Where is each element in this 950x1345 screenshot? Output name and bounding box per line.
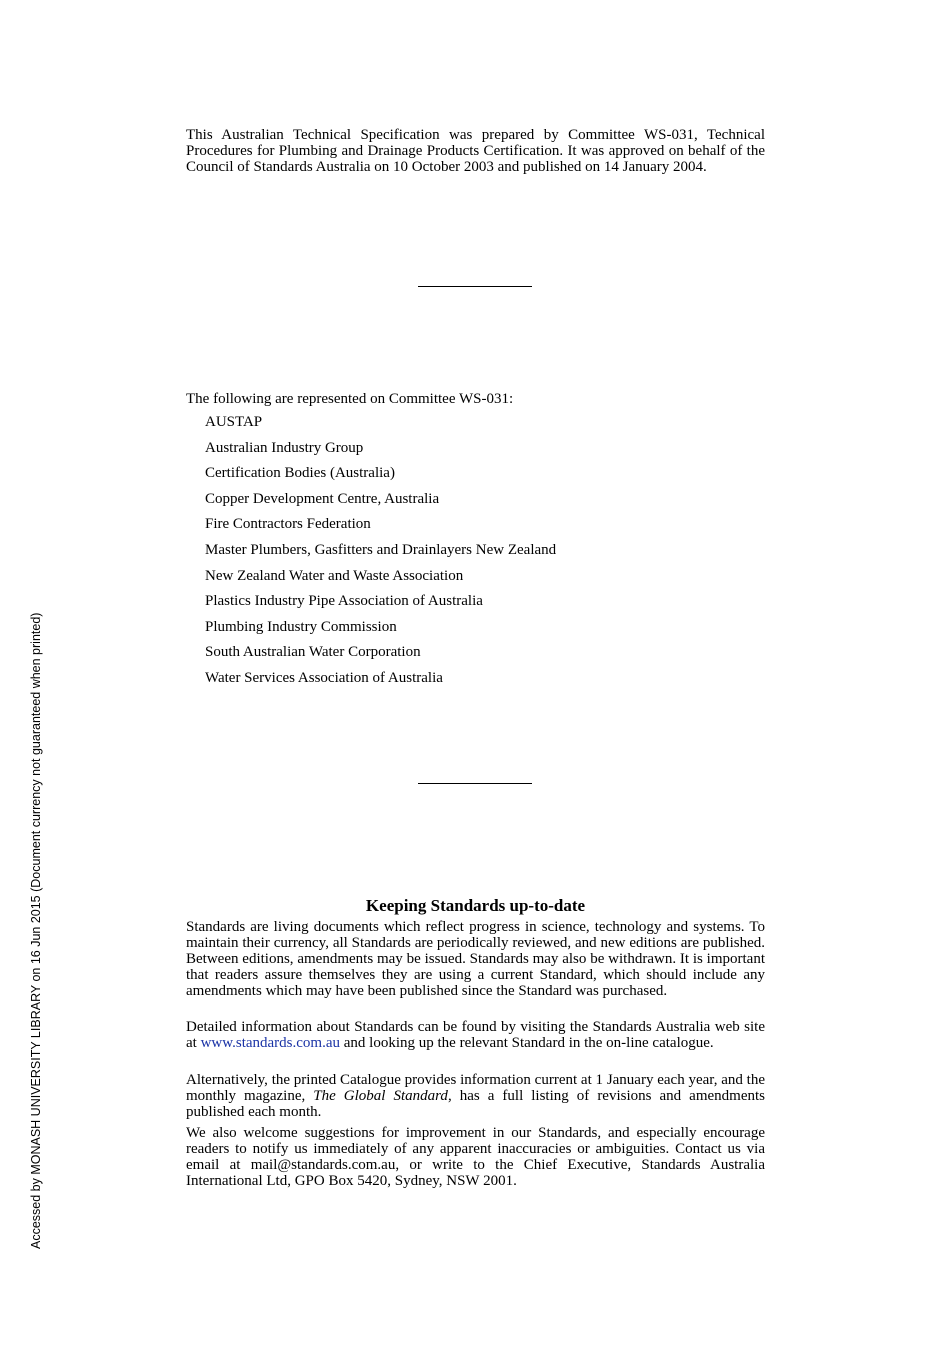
standards-website-link[interactable]: www.standards.com.au (200, 1035, 340, 1051)
list-item: Plumbing Industry Commission (205, 618, 397, 635)
section-divider-bottom (418, 783, 532, 784)
list-item: Water Services Association of Australia (205, 669, 443, 686)
list-item: Australian Industry Group (205, 439, 364, 456)
keeping-standards-heading: Keeping Standards up-to-date (365, 896, 586, 915)
paragraph-text: and looking up the relevant Standard in the on-line catalogue. (340, 1035, 714, 1051)
list-item: Fire Contractors Federation (205, 516, 371, 533)
list-item: AUSTAP (205, 414, 263, 430)
keeping-paragraph-3 (186, 1072, 765, 1120)
paragraph-text: Detailed information about Standards can be found by visiting the Standards Australia web site at (186, 1019, 765, 1051)
committee-intro: The following are represented on Committee WS-031: (186, 391, 514, 407)
list-item: Plastics Industry Pipe Association of Australia (205, 593, 483, 610)
committee-member-list (205, 411, 556, 693)
section-divider-top (418, 286, 532, 287)
keeping-paragraph-1: Standards are living documents which reflect progress in science, technology and systems. To maintain their currency, all Standards are periodically reviewed, and new editions are published. Between editions, amendments may be issued. Standards may also be withdrawn. It is important that readers assure themselves they are using a current Standard, which should include any amendments which may have been published since the Standard was purchased. (186, 919, 765, 999)
list-item: South Australian Water Corporation (205, 644, 421, 661)
list-item: New Zealand Water and Waste Association (205, 567, 464, 584)
paragraph-text: , has a full listing of revisions and amendments published each month. (186, 1088, 765, 1120)
magazine-title: The Global Standard (313, 1088, 448, 1104)
keeping-paragraph-4: We also welcome suggestions for improvement in our Standards, and especially encourage readers to notify us immediately of any apparent inaccuracies or ambiguities. Contact us via email at mail@standards.com.au, or write to the Chief Executive, Standards Australia International Ltd, GPO Box 5420, Sydney, NSW 2001. (186, 1125, 765, 1189)
list-item: Master Plumbers, Gasfitters and Drainlayers New Zealand (205, 541, 557, 558)
paragraph-text: Alternatively, the printed Catalogue provides information current at 1 January each year, and the monthly magazine, (186, 1072, 765, 1104)
keeping-paragraph-2 (186, 1019, 765, 1051)
access-watermark: Accessed by MONASH UNIVERSITY LIBRARY on 16 Jun 2015 (Document currency not guaranteed when printed) (29, 612, 43, 1249)
list-item: Copper Development Centre, Australia (205, 490, 440, 507)
approval-statement: This Australian Technical Specification was prepared by Committee WS-031, Technical Procedures for Plumbing and Drainage Products Certification. It was approved on behalf of the Council of Standards Australia on 10 October 2003 and published on 14 January 2004. (186, 127, 765, 175)
list-item: Certification Bodies (Australia) (205, 465, 395, 482)
